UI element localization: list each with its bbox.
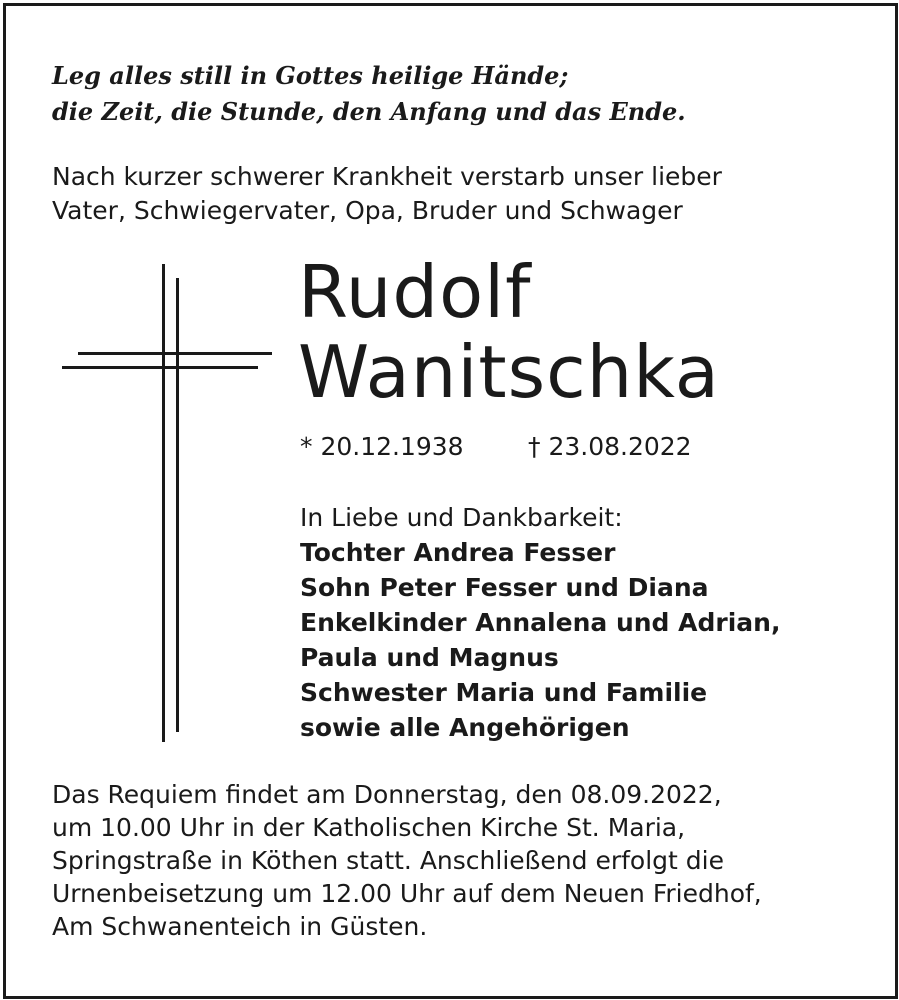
intro-line-2: Vater, Schwiegervater, Opa, Bruder und Schwager — [52, 196, 683, 225]
bible-quote — [52, 58, 686, 130]
last-name: Wanitschka — [298, 330, 720, 414]
mourners-heading: In Liebe und Dankbarkeit: — [300, 503, 623, 532]
deceased-name — [298, 252, 720, 412]
requiem-line: um 10.00 Uhr in der Katholischen Kirche St. Maria, — [52, 813, 686, 842]
mourner-entry: Paula und Magnus — [300, 643, 559, 672]
requiem-line: Am Schwanenteich in Güsten. — [52, 912, 428, 941]
death-date: † 23.08.2022 — [528, 432, 692, 461]
quote-line-2: die Zeit, die Stunde, den Anfang und das Ende. — [52, 97, 686, 126]
mourner-entry: Schwester Maria und Familie — [300, 678, 708, 707]
requiem-line: Das Requiem findet am Donnerstag, den 08.09.2022, — [52, 780, 722, 809]
life-dates — [300, 430, 692, 464]
intro-line-1: Nach kurzer schwerer Krankheit verstarb unser lieber — [52, 162, 722, 191]
mourners-list — [300, 500, 780, 745]
first-name: Rudolf — [298, 250, 532, 334]
cross-icon — [62, 264, 274, 749]
mourner-entry: Tochter Andrea Fesser — [300, 538, 616, 567]
mourner-entry: sowie alle Angehörigen — [300, 713, 630, 742]
mourner-entry: Sohn Peter Fesser und Diana — [300, 573, 709, 602]
birth-date: * 20.12.1938 — [300, 432, 464, 461]
intro-text — [52, 160, 722, 228]
mourner-entry: Enkelkinder Annalena und Adrian, — [300, 608, 781, 637]
requiem-line: Urnenbeisetzung um 12.00 Uhr auf dem Neuen Friedhof, — [52, 879, 762, 908]
quote-line-1: Leg alles still in Gottes heilige Hände; — [52, 61, 569, 90]
requiem-info — [52, 778, 762, 943]
requiem-line: Springstraße in Köthen statt. Anschließend erfolgt die — [52, 846, 724, 875]
